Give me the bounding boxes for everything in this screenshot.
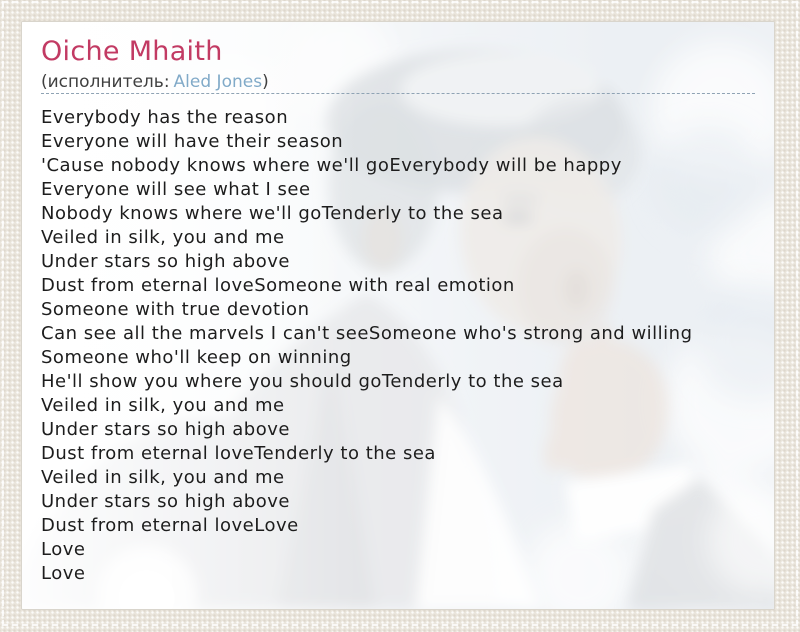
lyric-line: Under stars so high above <box>41 419 290 440</box>
lyric-line: Dust from eternal loveLove <box>41 515 299 536</box>
lyric-line: Can see all the marvels I can't seeSomeone who's strong and willing <box>41 323 693 344</box>
lyric-line: 'Cause nobody knows where we'll goEverybody will be happy <box>41 155 622 176</box>
lyric-line: Someone with true devotion <box>41 299 310 320</box>
lyric-line: Veiled in silk, you and me <box>41 227 285 248</box>
lyrics-text <box>41 106 755 586</box>
lyric-line: Nobody knows where we'll goTenderly to the sea <box>41 203 504 224</box>
lyric-line: Everybody has the reason <box>41 107 289 128</box>
lyric-line: Love <box>41 563 86 584</box>
artist-link[interactable]: Aled Jones <box>173 72 263 92</box>
artist-label-suffix: ) <box>262 72 269 92</box>
lyric-line: Everyone will see what I see <box>41 179 311 200</box>
lyric-line: Dust from eternal loveSomeone with real emotion <box>41 275 515 296</box>
lyric-line: Under stars so high above <box>41 251 290 272</box>
artist-label-prefix: (исполнитель: <box>41 72 170 92</box>
song-title: Oiche Mhaith <box>41 36 223 67</box>
lyric-line: Everyone will have their season <box>41 131 344 152</box>
lyric-line: Veiled in silk, you and me <box>41 467 285 488</box>
lyric-line: He'll show you where you should goTenderly to the sea <box>41 371 564 392</box>
lyric-line: Veiled in silk, you and me <box>41 395 285 416</box>
artist-line <box>41 72 755 94</box>
lyric-line: Under stars so high above <box>41 491 290 512</box>
lyric-line: Someone who'll keep on winning <box>41 347 352 368</box>
lyric-line: Dust from eternal loveTenderly to the sea <box>41 443 436 464</box>
lyrics-content <box>22 22 774 609</box>
lyrics-card <box>21 21 775 610</box>
lyric-line: Love <box>41 539 86 560</box>
